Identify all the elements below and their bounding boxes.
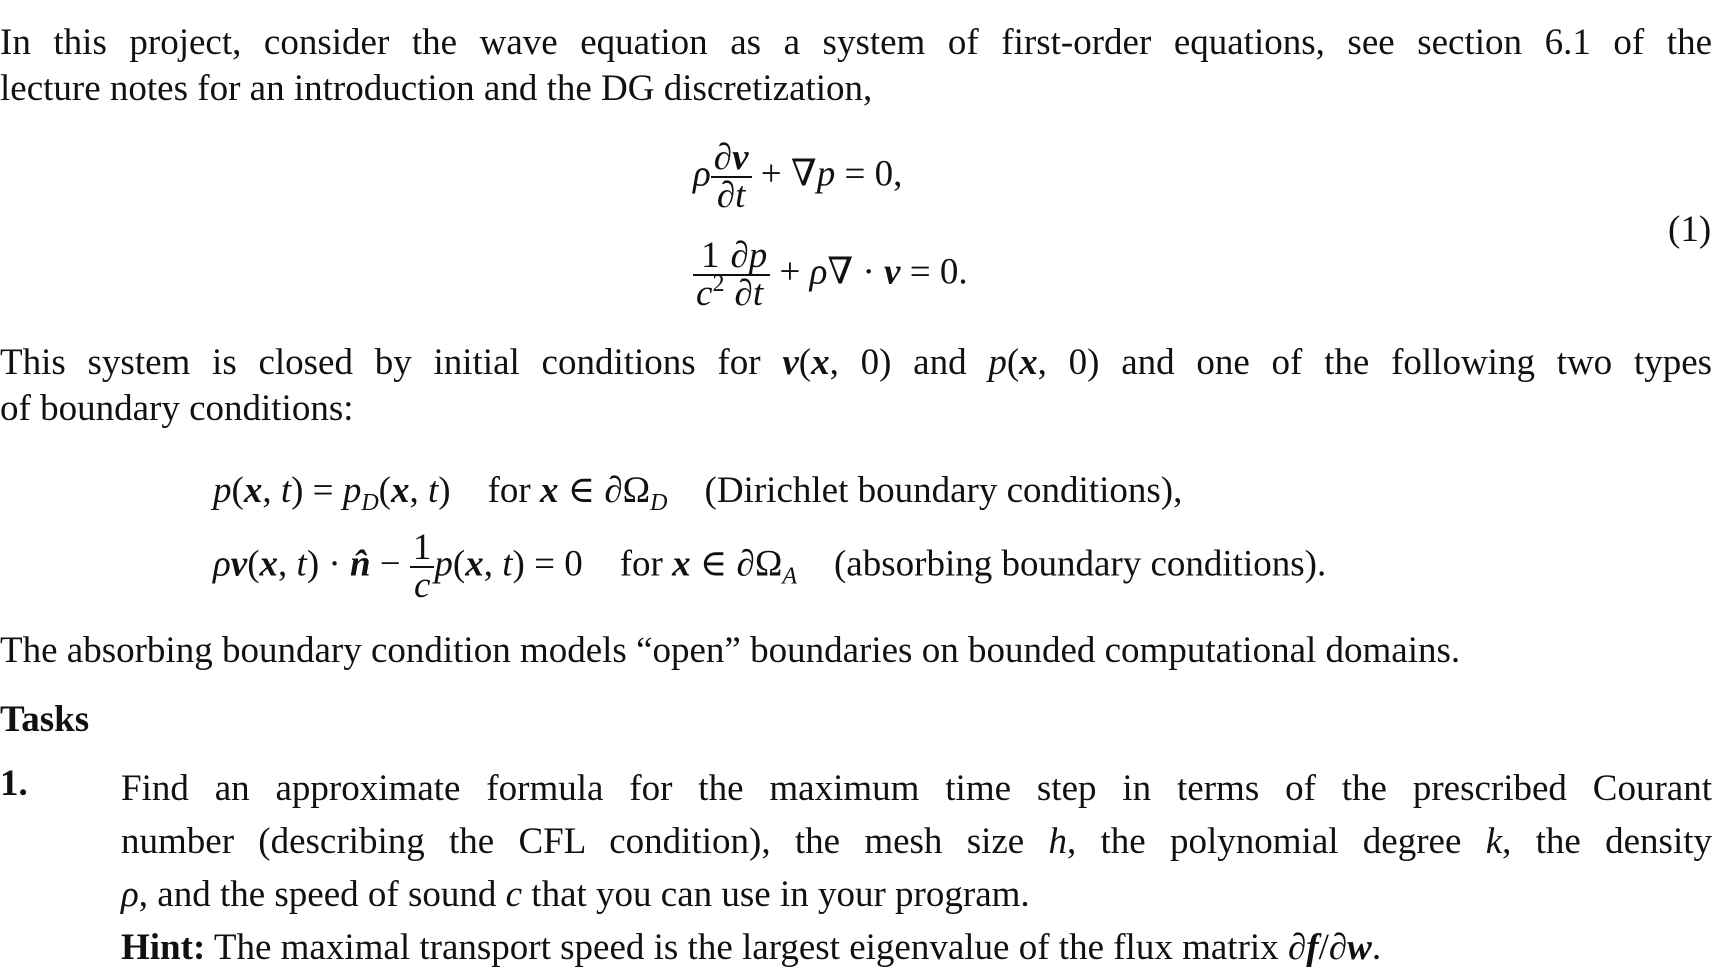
task-1-body [121, 762, 1712, 974]
task-1-line-2: number (describing the CFL condition), the mesh size h, the polynomial degree k, the density [121, 821, 1713, 862]
task-1-line-1: Find an approximate formula for the maximum time step in terms of the prescribed Courant [121, 768, 1712, 809]
task-1-hint: Hint: The maximal transport speed is the largest eigenvalue of the flux matrix ∂f/∂w. [121, 927, 1382, 968]
closure-paragraph [0, 340, 1712, 432]
equation-1-row-2: $\frac{1}{c^2}$ $\frac{\partial p}{\partial t}$ + ρ∇ · v = 0. [693, 238, 968, 312]
tasks-heading: Tasks [0, 699, 90, 740]
equation-1-row-1: ρ $\frac{\partial v}{\partial t}$ + ∇p = 0, [693, 137, 903, 216]
dirichlet-bc: p(x, $t) = p_D(x$, t) for x ∈ $\partial\Omega_D$ (Dirichlet boundary conditions), [213, 470, 1183, 516]
task-1-line-3: ρ, and the speed of sound c that you can use in your program. [121, 874, 1030, 915]
closure-line-1: This system is closed by initial conditions for v(x, 0) and p(x, 0) and one of the following two types [0, 342, 1713, 383]
absorbing-note: The absorbing boundary condition models “open” boundaries on bounded computational domains. [0, 630, 1461, 671]
intro-line-2: lecture notes for an introduction and the DG discretization, [0, 68, 873, 109]
equation-1-number: (1) [1668, 209, 1712, 250]
intro-paragraph [0, 20, 1712, 112]
absorbing-bc: ρv(x, t) · n̂ − $\frac{1}{c}$ p(x, t) = 0 for x ∈ $\partial\Omega_A$ (absorbing boundary conditions). [213, 527, 1327, 606]
task-1-number: 1. [0, 763, 28, 804]
closure-line-2: of boundary conditions: [0, 388, 354, 429]
intro-line-1: In this project, consider the wave equation as a system of first-order equations, see section 6.1 of the [0, 22, 1712, 63]
